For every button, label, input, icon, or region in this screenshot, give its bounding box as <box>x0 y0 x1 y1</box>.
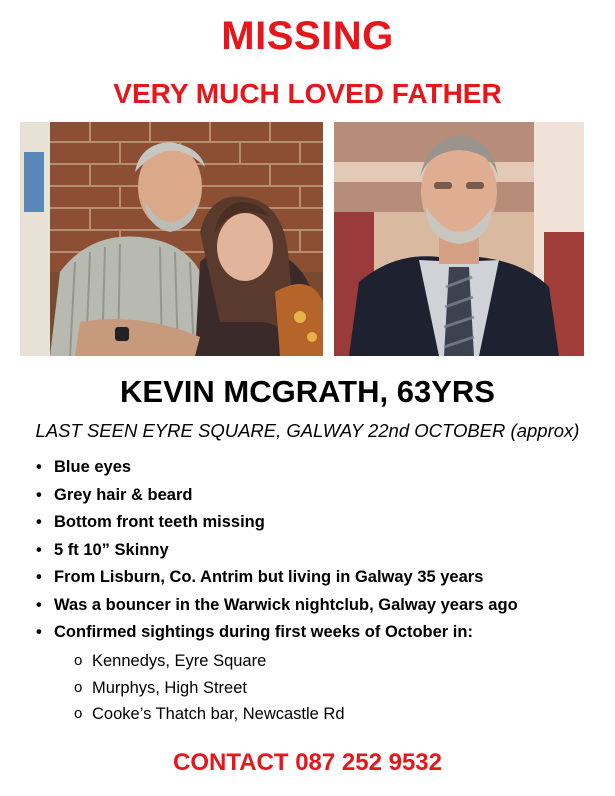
bullet-icon: • <box>36 568 42 586</box>
list-item: • Confirmed sightings during first weeks of October in: <box>36 619 518 647</box>
circle-bullet-icon: o <box>74 652 83 669</box>
list-item: • From Lisburn, Co. Antrim but living in Galway 35 years <box>36 564 518 592</box>
bullet-icon: • <box>36 623 42 641</box>
last-seen-info: LAST SEEN EYRE SQUARE, GALWAY 22nd OCTOBER (approx) <box>35 420 580 441</box>
bullet-icon: • <box>36 485 42 504</box>
contact-number: CONTACT 087 252 9532 <box>172 749 442 776</box>
bullet-icon: • <box>36 595 42 614</box>
circle-bullet-icon: o <box>74 705 83 722</box>
poster-subtitle: VERY MUCH LOVED FATHER <box>113 78 502 109</box>
bullet-icon: • <box>36 513 42 531</box>
bullet-icon: • <box>36 458 42 476</box>
sighting-item: o Murphys, High Street <box>74 675 345 702</box>
list-item: • Was a bouncer in the Warwick nightclub, Galway years ago <box>36 592 518 620</box>
sighting-item: o Cooke’s Thatch bar, Newcastle Rd <box>74 701 345 728</box>
missing-person-name: KEVIN MCGRATH, 63YRS <box>120 374 495 409</box>
list-item: • 5 ft 10” Skinny <box>36 537 518 565</box>
photo-man-with-woman <box>20 122 323 356</box>
poster-title: MISSING <box>221 14 394 58</box>
sightings-list <box>74 648 345 728</box>
list-item: • Bottom front teeth missing <box>36 509 518 537</box>
list-item: • Grey hair & beard <box>36 482 518 510</box>
list-item: • Blue eyes <box>36 454 518 482</box>
photo-man-in-suit <box>334 122 584 356</box>
bullet-icon: • <box>36 540 42 559</box>
sighting-item: o Kennedys, Eyre Square <box>74 648 345 675</box>
circle-bullet-icon: o <box>74 678 83 696</box>
details-list <box>36 454 518 647</box>
